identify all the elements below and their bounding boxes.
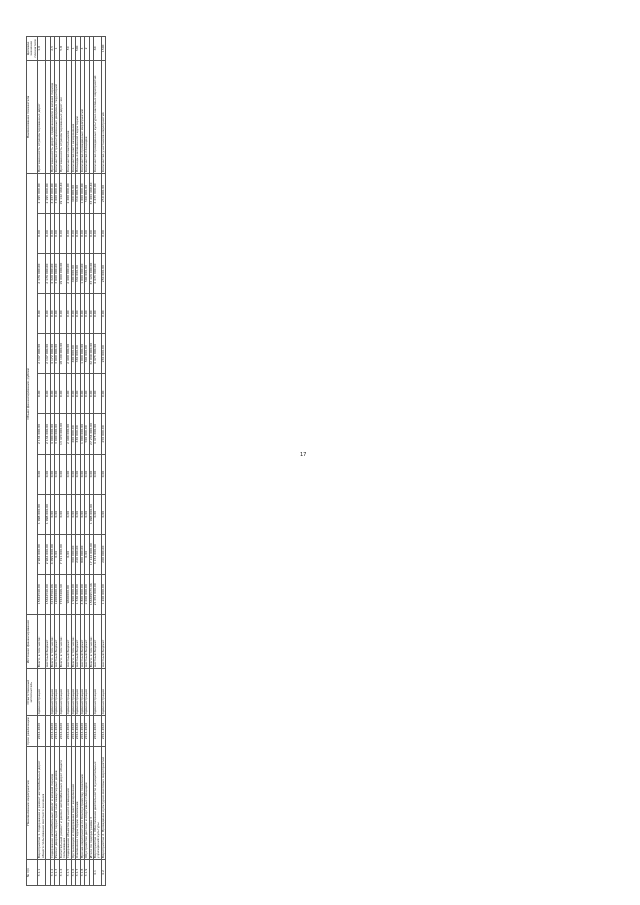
row-result: 1 [71, 37, 75, 61]
row-value: 4 475 000,00 [94, 414, 102, 454]
row-value: 4 437 000,00 [50, 173, 54, 213]
row-value: 0,00 [101, 454, 105, 494]
row-value: 1 000 000,00 [80, 414, 84, 454]
row-value: 0,00 [55, 294, 59, 334]
row-value: 2 147 000,00 [38, 334, 46, 374]
header-no: № п/п [27, 860, 38, 886]
row-value: 0,00 [101, 294, 105, 334]
row-value: 4 320 000,00 [50, 254, 54, 294]
row-executor: Администрация [38, 669, 46, 716]
row-executor: Администрация [55, 669, 59, 716]
row-value: 0,00 [50, 294, 54, 334]
row-result: 2 [85, 37, 89, 61]
row-value: 250 000,00 [101, 334, 105, 374]
row-value: 330 000,00 [76, 334, 80, 374]
row-value: 3 152 000,00 [94, 534, 102, 574]
row-value: 2 134 000,00 [46, 414, 50, 454]
row-value: 4 475 000,00 [94, 173, 102, 213]
row-source: Всего, в том числе: [71, 614, 75, 668]
row-value: 0,00 [80, 374, 84, 414]
row-value: 3 000 000,00 [55, 254, 59, 294]
row-years: 2014-2020 [55, 716, 59, 747]
row-value: 330 000,00 [76, 173, 80, 213]
row-source: местный бюджет [94, 614, 102, 668]
row-source: местный бюджет [67, 614, 71, 668]
header-indicator: Наименование показателя [27, 60, 38, 173]
rotated-table-container [26, 36, 624, 886]
row-name: Итого по подпрограмме 3 [89, 746, 93, 859]
row-value: 0,00 [89, 214, 93, 254]
row-years: 2014-2020 [101, 716, 105, 747]
row-years: 2014-2020 [85, 716, 89, 747]
row-indicator: Количество мест захоронения [71, 60, 75, 173]
row-number: 3.1.7 [76, 860, 80, 886]
row-value: 500 000,00 [85, 334, 89, 374]
row-value: 500 000,00 [85, 254, 89, 294]
row-value: 500 000,00 [85, 414, 89, 454]
row-source: местный бюджет [76, 614, 80, 668]
row-value: 0,00 [80, 454, 84, 494]
row-value: 400 000,00 [71, 414, 75, 454]
row-value: 400 000,00 [71, 173, 75, 213]
row-value: 0,00 [89, 454, 93, 494]
row-value: 4 099 000,00 [50, 534, 54, 574]
row-value: 400 000,00 [71, 334, 75, 374]
row-result: 1 [55, 37, 59, 61]
row-indicator: Количество проведенных культурно-массовых мероприятий [94, 60, 102, 173]
header-source: Источник финансирования [27, 614, 38, 668]
row-value: 0,00 [67, 534, 71, 574]
row-name: Содержание объектов уличного освещения [67, 746, 71, 859]
row-value: 0,00 [76, 294, 80, 334]
header-years: Срок реализации [27, 716, 38, 747]
row-value: 2 147 000,00 [46, 334, 50, 374]
row-value: 250 000,00 [101, 173, 105, 213]
row-value: 0,00 [46, 214, 50, 254]
row-number: 3.1.9 [85, 860, 89, 886]
row-value: 19 142 469,40 [59, 173, 67, 213]
row-value: 17 124 000,00 [89, 534, 93, 574]
row-value: 0,00 [67, 374, 71, 414]
row-value: 2 195 000,00 [38, 173, 46, 213]
row-value: 2 400 000,00 [67, 254, 71, 294]
header-executor: Ответственный исполнитель [27, 669, 38, 716]
row-value: 0,00 [50, 494, 54, 534]
row-value: 3 000 000,00 [55, 173, 59, 213]
row-value: 330 000,00 [76, 414, 80, 454]
row-value: 0,00 [89, 374, 93, 414]
row-number: 3.1.8 [80, 860, 84, 886]
row-value: 4 000 000,00 [50, 414, 54, 454]
row-value: 12000000,00 [55, 574, 59, 614]
row-indicator: Протяженность дорог, содержащихся в зимний период [50, 60, 54, 173]
row-name: Капитальный ремонт и ремонт автомобильных дорог общего пользования [59, 746, 67, 859]
row-value: 0,00 [55, 494, 59, 534]
row-value: 0,00 [50, 374, 54, 414]
row-value: 2 400 000,00 [67, 173, 71, 213]
row-value: 0,00 [71, 214, 75, 254]
row-value: 0,00 [80, 494, 84, 534]
row-executor: Администрация [59, 669, 67, 716]
row-value: 300 000,00 [71, 534, 75, 574]
row-value: 240 000,00 [76, 534, 80, 574]
row-value: 0,00 [85, 294, 89, 334]
row-value: 0,00 [38, 454, 46, 494]
row-executor: Администрация [85, 669, 89, 716]
row-executor: Администрация [80, 669, 84, 716]
row-indicator: Количество светильников [67, 60, 71, 173]
row-number: 3.1.5 [67, 860, 71, 886]
row-value: 250 000,00 [101, 414, 105, 454]
row-indicator: Количество отремонтированных дворовых территорий [55, 60, 59, 173]
row-name: Обустройство детских и спортивных площадок [85, 746, 89, 859]
row-value: 0,00 [85, 494, 89, 534]
row-value: 0,00 [101, 374, 105, 414]
row-value: 0,00 [46, 294, 50, 334]
header-volume: Объем финансирования, рублей [27, 173, 38, 614]
row-value: 0,00 [76, 494, 80, 534]
row-value: 0,00 [59, 494, 67, 534]
program-table [26, 36, 106, 886]
row-value: 0,00 [76, 374, 80, 414]
row-result: 1,0 [38, 37, 46, 61]
row-value: 31733564,06 [50, 574, 54, 614]
row-value: 0,00 [46, 374, 50, 414]
row-source: местный бюджет [55, 614, 59, 668]
row-years: 2014-2020 [76, 716, 80, 747]
row-number: 4.2 [101, 860, 105, 886]
row-value: 4 475 000,00 [94, 334, 102, 374]
row-value: 0,00 [94, 374, 102, 414]
row-name: Ремонт дворовых территорий многоквартирных домов [55, 746, 59, 859]
row-value: 0,00 [59, 294, 67, 334]
row-value: 1 998 000,00 [89, 494, 93, 534]
row-executor: Администрация [50, 669, 54, 716]
row-years: 2014-2020 [67, 716, 71, 747]
row-value: 0,00 [80, 214, 84, 254]
row-value: 1 000 000,00 [80, 254, 84, 294]
row-value: 4 172 000,00 [50, 334, 54, 374]
row-source: местный бюджет [46, 614, 50, 668]
row-value: 0,00 [46, 454, 50, 494]
row-value: 330 000,00 [76, 254, 80, 294]
row-value: 1 000 000,00 [80, 334, 84, 374]
row-value: 2 400 000,00 [67, 334, 71, 374]
row-value: 2 176 000,00 [38, 254, 46, 294]
row-name: Содержание автомобильных дорог в зимний период [50, 746, 54, 859]
table-body [38, 37, 106, 886]
row-value: 0,00 [67, 294, 71, 334]
row-value: 0,00 [67, 494, 71, 534]
row-name: Мероприятие 1. Обеспечение деятельности муниципальных учреждений культуры [94, 746, 102, 859]
table-row [38, 37, 46, 886]
row-value: 0,00 [59, 454, 67, 494]
row-value: 2 400 000,00 [67, 414, 71, 454]
row-value: 0,00 [85, 374, 89, 414]
row-years: 2014-2020 [94, 716, 102, 747]
row-value: 0,00 [85, 454, 89, 494]
row-value: 1 200 000,00 [101, 574, 105, 614]
row-value: 1 000 000,00 [80, 173, 84, 213]
row-value: 77433469,40 [59, 574, 67, 614]
row-value: 19 000 000,00 [59, 254, 67, 294]
row-value: 0,00 [94, 214, 102, 254]
row-value: 200 000,00 [101, 534, 105, 574]
row-number: 3.1.2 [50, 860, 54, 886]
row-number: 4.1 [94, 860, 102, 886]
row-years: 2014-2020 [59, 716, 67, 747]
row-value: 15642540,00 [38, 574, 46, 614]
row-value: 0,00 [71, 454, 75, 494]
row-source: Всего, в том числе: [89, 614, 93, 668]
row-value: 0,00 [67, 214, 71, 254]
row-result: 4 [80, 37, 84, 61]
header-name: Наименование мероприятия [27, 746, 38, 859]
row-source: Всего, в том числе: [38, 614, 46, 668]
row-value: 0,00 [85, 534, 89, 574]
row-value: 0,00 [50, 214, 54, 254]
row-value: 400 000,00 [71, 254, 75, 294]
row-name: Озеленение территории поселения [76, 746, 80, 859]
table-row [101, 37, 105, 886]
row-executor: Администрация [76, 669, 80, 716]
row-value: 2 964 000,00 [38, 534, 46, 574]
row-value: 9600000,00 [67, 574, 71, 614]
row-result: 500 [76, 37, 80, 61]
page-number: 17 [300, 452, 307, 458]
row-value: 33 404 469,40 [89, 173, 93, 213]
row-years: 2014-2020 [50, 716, 54, 747]
row-executor: Администрация [94, 669, 102, 716]
row-value: 1 900 000,00 [71, 574, 75, 614]
row-value: 0,00 [71, 494, 75, 534]
row-indicator: Количество проведенных мероприятий [80, 60, 84, 173]
row-value: 2 964 000,00 [46, 534, 50, 574]
row-value: 21 052 000,00 [94, 574, 102, 614]
row-executor: Администрация [101, 669, 105, 716]
row-years: 2014-2020 [38, 716, 46, 747]
row-result: 5,8 [59, 37, 67, 61]
header-row [27, 37, 38, 886]
row-value: 0,00 [67, 454, 71, 494]
row-result: 2,5 [50, 37, 54, 61]
row-value: 250 000,00 [101, 254, 105, 294]
row-value: 4 800 000,00 [80, 574, 84, 614]
row-value: 1 998 000,00 [46, 494, 50, 534]
row-value: 500 000,00 [85, 173, 89, 213]
row-value: 2 000 000,00 [85, 574, 89, 614]
row-result: 60 [94, 37, 102, 61]
row-value: 0,00 [50, 454, 54, 494]
row-number: 3.1.4 [59, 860, 67, 886]
row-indicator: Протяженность отремонтированных дорог, км [59, 60, 67, 173]
row-executor: Администрация [71, 669, 75, 716]
row-value: 1 560 000,00 [76, 574, 80, 614]
row-name: Мероприятие 1. Содержание и ремонт автомобильных дорог общего пользования местного значения [38, 746, 46, 859]
row-indicator: Площадь озелененной территории [76, 60, 80, 173]
row-value: 0,00 [55, 454, 59, 494]
row-value: 0,00 [94, 494, 102, 534]
row-name: Организация и содержание мест захоронения [71, 746, 75, 859]
row-source: местный бюджет [101, 614, 105, 668]
row-value: 0,00 [59, 214, 67, 254]
row-value: 0,00 [76, 214, 80, 254]
row-value: 0,00 [89, 294, 93, 334]
row-number: 3.1.1 [38, 860, 46, 886]
row-value: 800 000,00 [80, 534, 84, 574]
row-years: 2014-2020 [71, 716, 75, 747]
row-value: 0,00 [71, 294, 75, 334]
row-value: 32 049 000,00 [89, 334, 93, 374]
row-source: местный бюджет [85, 614, 89, 668]
row-source: местный бюджет [80, 614, 84, 668]
row-number: 3.1.3 [55, 860, 59, 886]
row-value: 1 998 000,00 [38, 494, 46, 534]
row-value: 2 134 000,00 [38, 414, 46, 454]
row-result: 1500 [101, 37, 105, 61]
row-value: 2 195 000,00 [46, 173, 50, 213]
row-value: 3 000 000,00 [55, 414, 59, 454]
row-source: Всего, в том числе: [50, 614, 54, 668]
row-value: 0,00 [55, 214, 59, 254]
row-value: 7 721 000,00 [59, 534, 67, 574]
row-name: Прочие мероприятия по благоустройству поселения [80, 746, 84, 859]
row-indicator: Протяженность отремонтированных дорог [38, 60, 46, 173]
row-value: 156669573,46 [89, 574, 93, 614]
row-value: 0,00 [38, 374, 46, 414]
row-value: 0,00 [94, 294, 102, 334]
row-value: 0,00 [38, 214, 46, 254]
row-value: 0,00 [101, 494, 105, 534]
row-value: 0,00 [76, 454, 80, 494]
row-value: 0,00 [94, 454, 102, 494]
row-value: 3 000 000,00 [55, 334, 59, 374]
row-executor: Администрация [67, 669, 71, 716]
row-indicator: Количество участников мероприятий [101, 60, 105, 173]
row-value: 0,00 [55, 374, 59, 414]
row-value: 0,00 [59, 374, 67, 414]
row-value: 18 100 000,00 [59, 334, 67, 374]
row-value: 0,00 [71, 374, 75, 414]
row-indicator: Количество площадок [85, 60, 89, 173]
row-value: 0,00 [80, 294, 84, 334]
row-value: 0,00 [85, 214, 89, 254]
row-name: Мероприятие 2. Проведение культурно-массовых мероприятий [101, 746, 105, 859]
row-result: 50 [67, 37, 71, 61]
row-source: Всего, в том числе: [59, 614, 67, 668]
row-value: 4 475 000,00 [94, 254, 102, 294]
row-value: 27 234 000,00 [89, 414, 93, 454]
row-value: 0,00 [101, 214, 105, 254]
row-value: 0,00 [55, 534, 59, 574]
row-number: 3.1.6 [71, 860, 75, 886]
row-value: 2 176 000,00 [46, 254, 50, 294]
row-value: 15642540,00 [46, 574, 50, 614]
header-result: Целевое значение показателя [27, 37, 38, 61]
row-value: 0,00 [38, 294, 46, 334]
row-value: 13 470 000,00 [59, 414, 67, 454]
row-years: 2014-2020 [80, 716, 84, 747]
row-value: 33 126 000,00 [89, 254, 93, 294]
